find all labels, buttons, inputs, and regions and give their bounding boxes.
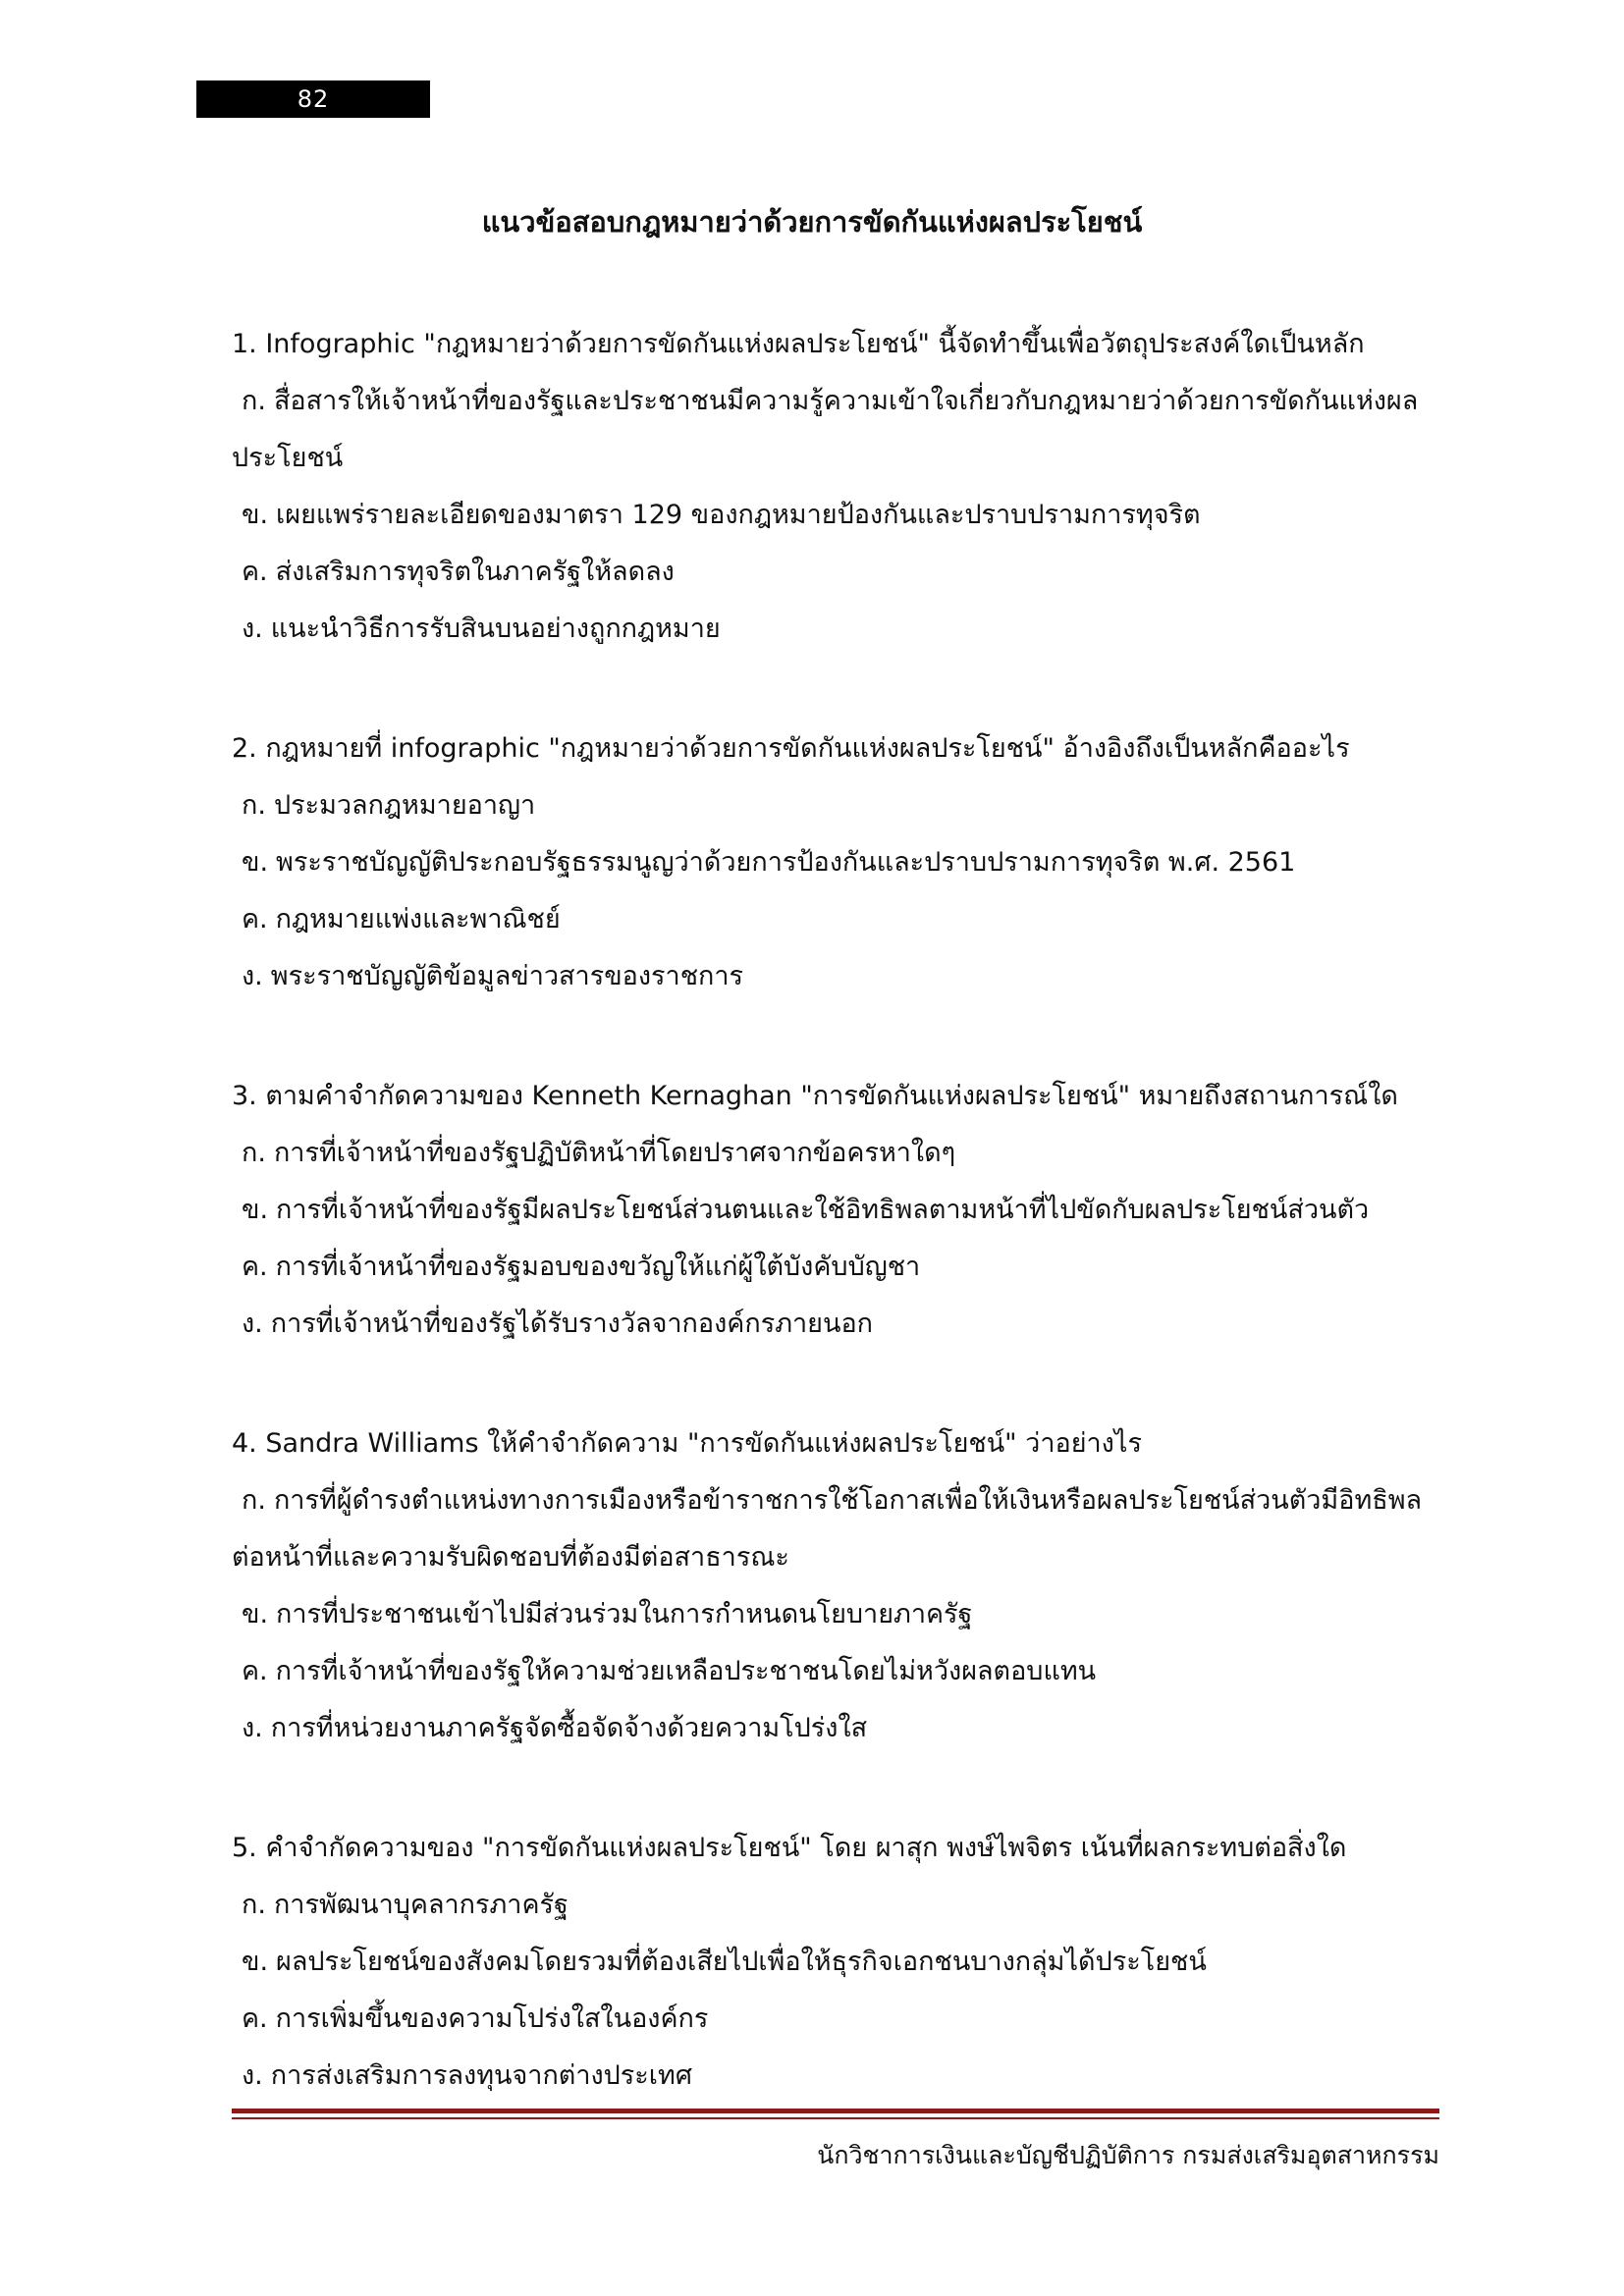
question-text: 3. ตามคำจำกัดความของ Kenneth Kernaghan "การขัดกันแห่งผลประโยชน์" หมายถึงสถานการณ์ใด [232, 1081, 1398, 1111]
option-text: ประมวลกฎหมายอาญา [273, 790, 536, 821]
option-letter: ค. [242, 1252, 268, 1282]
option-c [232, 544, 1439, 601]
option-text: การที่เจ้าหน้าที่ของรัฐมอบของขวัญให้แก่ผู้ใต้บังคับบัญชา [275, 1252, 921, 1282]
option-letter: ง. [242, 2060, 263, 2091]
option-letter: ข. [242, 1195, 269, 1225]
option-b [232, 834, 1439, 891]
option-d [232, 601, 1439, 658]
option-a [232, 1877, 1439, 1934]
option-letter: ค. [242, 1656, 268, 1686]
question-2 [232, 721, 1439, 1005]
option-text: การที่ประชาชนเข้าไปมีส่วนร่วมในการกำหนดนโยบายภาครัฐ [276, 1599, 973, 1629]
question-4 [232, 1415, 1439, 1757]
option-letter: ก. [242, 386, 266, 416]
option-c [232, 891, 1439, 948]
question-1 [232, 316, 1439, 658]
option-letter: ก. [242, 1485, 266, 1516]
option-text: การที่เจ้าหน้าที่ของรัฐได้รับรางวัลจากองค์กรภายนอก [270, 1308, 874, 1339]
question-list [232, 316, 1439, 2167]
page-title: แนวข้อสอบกฎหมายว่าด้วยการขัดกันแห่งผลประโยชน์ [481, 205, 1143, 239]
question-3 [232, 1068, 1439, 1353]
option-text: การที่เจ้าหน้าที่ของรัฐมีผลประโยชน์ส่วนตนและใช้อิทธิพลตามหน้าที่ไปขัดกับผลประโยชน์ส่วนตัว [276, 1195, 1370, 1225]
option-text: การที่เจ้าหน้าที่ของรัฐให้ความช่วยเหลือประชาชนโดยไม่หวังผลตอบแทน [275, 1656, 1097, 1686]
option-letter: ก. [242, 1138, 266, 1168]
option-text: กฎหมายแพ่งและพาณิชย์ [275, 904, 561, 934]
option-b [232, 1934, 1439, 1991]
footer-divider-thick [232, 2109, 1439, 2113]
option-c [232, 1991, 1439, 2048]
option-a [232, 777, 1439, 834]
option-d [232, 1700, 1439, 1757]
option-letter: ก. [242, 790, 266, 821]
option-text: การเพิ่มขึ้นของความโปร่งใสในองค์กร [275, 2003, 709, 2034]
question-5 [232, 1820, 1439, 2105]
option-text: ผลประโยชน์ของสังคมโดยรวมที่ต้องเสียไปเพื่อให้ธุรกิจเอกชนบางกลุ่มได้ประโยชน์ [276, 1947, 1207, 1977]
option-text: สื่อสารให้เจ้าหน้าที่ของรัฐและประชาชนมีความรู้ความเข้าใจเกี่ยวกับกฎหมายว่าด้วยการขัดกันแห่งผลประโยชน์ [232, 386, 1419, 473]
option-b [232, 1586, 1439, 1643]
option-d [232, 2048, 1439, 2105]
option-text: พระราชบัญญัติประกอบรัฐธรรมนูญว่าด้วยการป้องกันและปราบปรามการทุจริต พ.ศ. 2561 [276, 847, 1296, 878]
question-text: 4. Sandra Williams ให้คำจำกัดความ "การขัดกันแห่งผลประโยชน์" ว่าอย่างไร [232, 1428, 1142, 1459]
option-a [232, 373, 1439, 487]
option-b [232, 1182, 1439, 1239]
question-text: 2. กฎหมายที่ infographic "กฎหมายว่าด้วยการขัดกันแห่งผลประโยชน์" อ้างอิงถึงเป็นหลักคืออะไร [232, 733, 1350, 764]
option-letter: ค. [242, 904, 268, 934]
option-text: การที่ผู้ดำรงตำแหน่งทางการเมืองหรือข้าราชการใช้โอกาสเพื่อให้เงินหรือผลประโยชน์ส่วนตัวมีอิทธิพลต่อหน้าที่และความรับผิดชอบที่ต้องมีต่อสาธารณะ [232, 1485, 1423, 1573]
footer-text: นักวิชาการเงินและบัญชีปฏิบัติการ กรมส่งเสริมอุตสาหกรรม [817, 2141, 1439, 2169]
option-text: ส่งเสริมการทุจริตในภาครัฐให้ลดลง [275, 557, 675, 587]
option-d [232, 948, 1439, 1005]
footer-divider-thin [232, 2117, 1439, 2119]
option-text: การพัฒนาบุคลากรภาครัฐ [273, 1890, 568, 1920]
option-text: การที่เจ้าหน้าที่ของรัฐปฏิบัติหน้าที่โดยปราศจากข้อครหาใดๆ [273, 1138, 956, 1168]
option-letter: ก. [242, 1890, 266, 1920]
option-letter: ข. [242, 847, 269, 878]
question-text: 1. Infographic "กฎหมายว่าด้วยการขัดกันแห่งผลประโยชน์" นี้จัดทำขึ้นเพื่อวัตถุประสงค์ใดเป็นหลัก [232, 329, 1365, 359]
option-text: การส่งเสริมการลงทุนจากต่างประเทศ [270, 2060, 692, 2091]
option-d [232, 1296, 1439, 1353]
option-letter: ข. [242, 1947, 269, 1977]
option-text: การที่หน่วยงานภาครัฐจัดซื้อจัดจ้างด้วยความโปร่งใส [270, 1713, 868, 1743]
option-letter: ค. [242, 557, 268, 587]
option-letter: ค. [242, 2003, 268, 2034]
option-c [232, 1643, 1439, 1700]
page-number: 82 [196, 80, 430, 118]
option-letter: ง. [242, 614, 263, 644]
option-text: เผยแพร่รายละเอียดของมาตรา 129 ของกฎหมายป้องกันและปราบปรามการทุจริต [276, 500, 1201, 530]
option-letter: ง. [242, 1713, 263, 1743]
option-text: พระราชบัญญัติข้อมูลข่าวสารของราชการ [270, 961, 744, 991]
question-text: 5. คำจำกัดความของ "การขัดกันแห่งผลประโยชน์" โดย ผาสุก พงษ์ไพจิตร เน้นที่ผลกระทบต่อสิ่งใด [232, 1833, 1347, 1863]
option-a [232, 1472, 1439, 1586]
option-letter: ง. [242, 1308, 263, 1339]
option-a [232, 1125, 1439, 1182]
option-c [232, 1239, 1439, 1296]
option-letter: ง. [242, 961, 263, 991]
option-letter: ข. [242, 500, 269, 530]
option-text: แนะนำวิธีการรับสินบนอย่างถูกกฎหมาย [270, 614, 721, 644]
option-letter: ข. [242, 1599, 269, 1629]
option-b [232, 487, 1439, 544]
